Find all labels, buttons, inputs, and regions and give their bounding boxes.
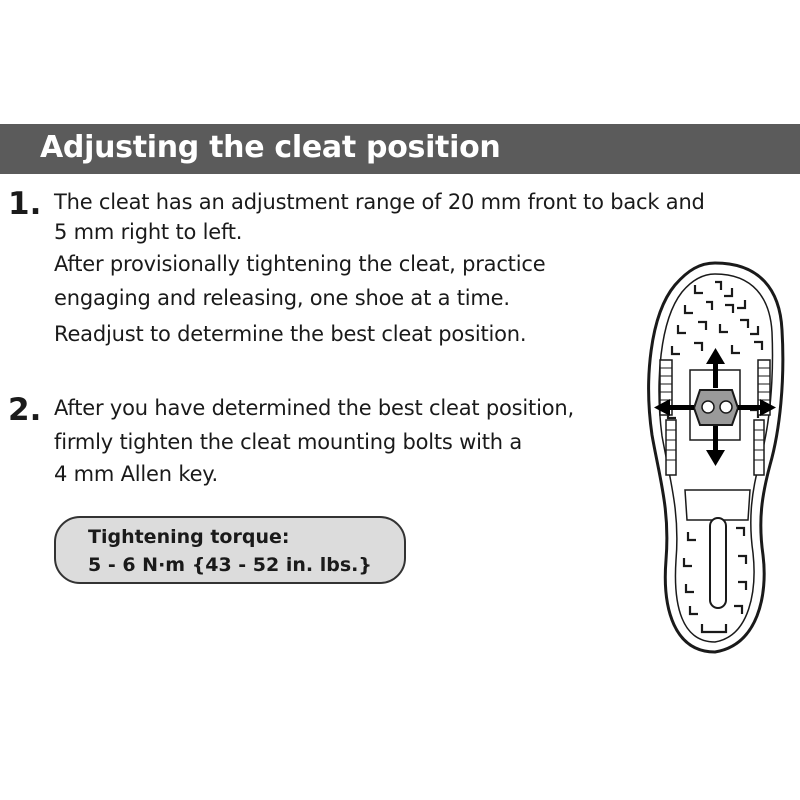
page-title: Adjusting the cleat position <box>40 130 501 165</box>
step-2-line-3: 4 mm Allen key. <box>54 462 219 486</box>
torque-label: Tightening torque: <box>88 526 290 548</box>
step-1-line-3: After provisionally tightening the cleat, practice <box>54 252 546 276</box>
step-1-line-1: The cleat has an adjustment range of 20 mm front to back and <box>54 190 705 214</box>
step-1-line-5: Readjust to determine the best cleat position. <box>54 322 527 346</box>
step-2-line-1: After you have determined the best cleat position, <box>54 396 574 420</box>
torque-box <box>54 516 406 584</box>
torque-value: 5 - 6 N·m {43 - 52 in. lbs.} <box>88 554 372 576</box>
section-header <box>0 124 800 174</box>
step-1-line-2: 5 mm right to left. <box>54 220 243 244</box>
step-2-number: 2. <box>8 392 42 428</box>
step-1-number: 1. <box>8 186 42 222</box>
shoe-sole-cleat-icon <box>640 260 790 655</box>
step-2-line-2: firmly tighten the cleat mounting bolts with a <box>54 430 523 454</box>
step-1-line-4: engaging and releasing, one shoe at a time. <box>54 286 510 310</box>
